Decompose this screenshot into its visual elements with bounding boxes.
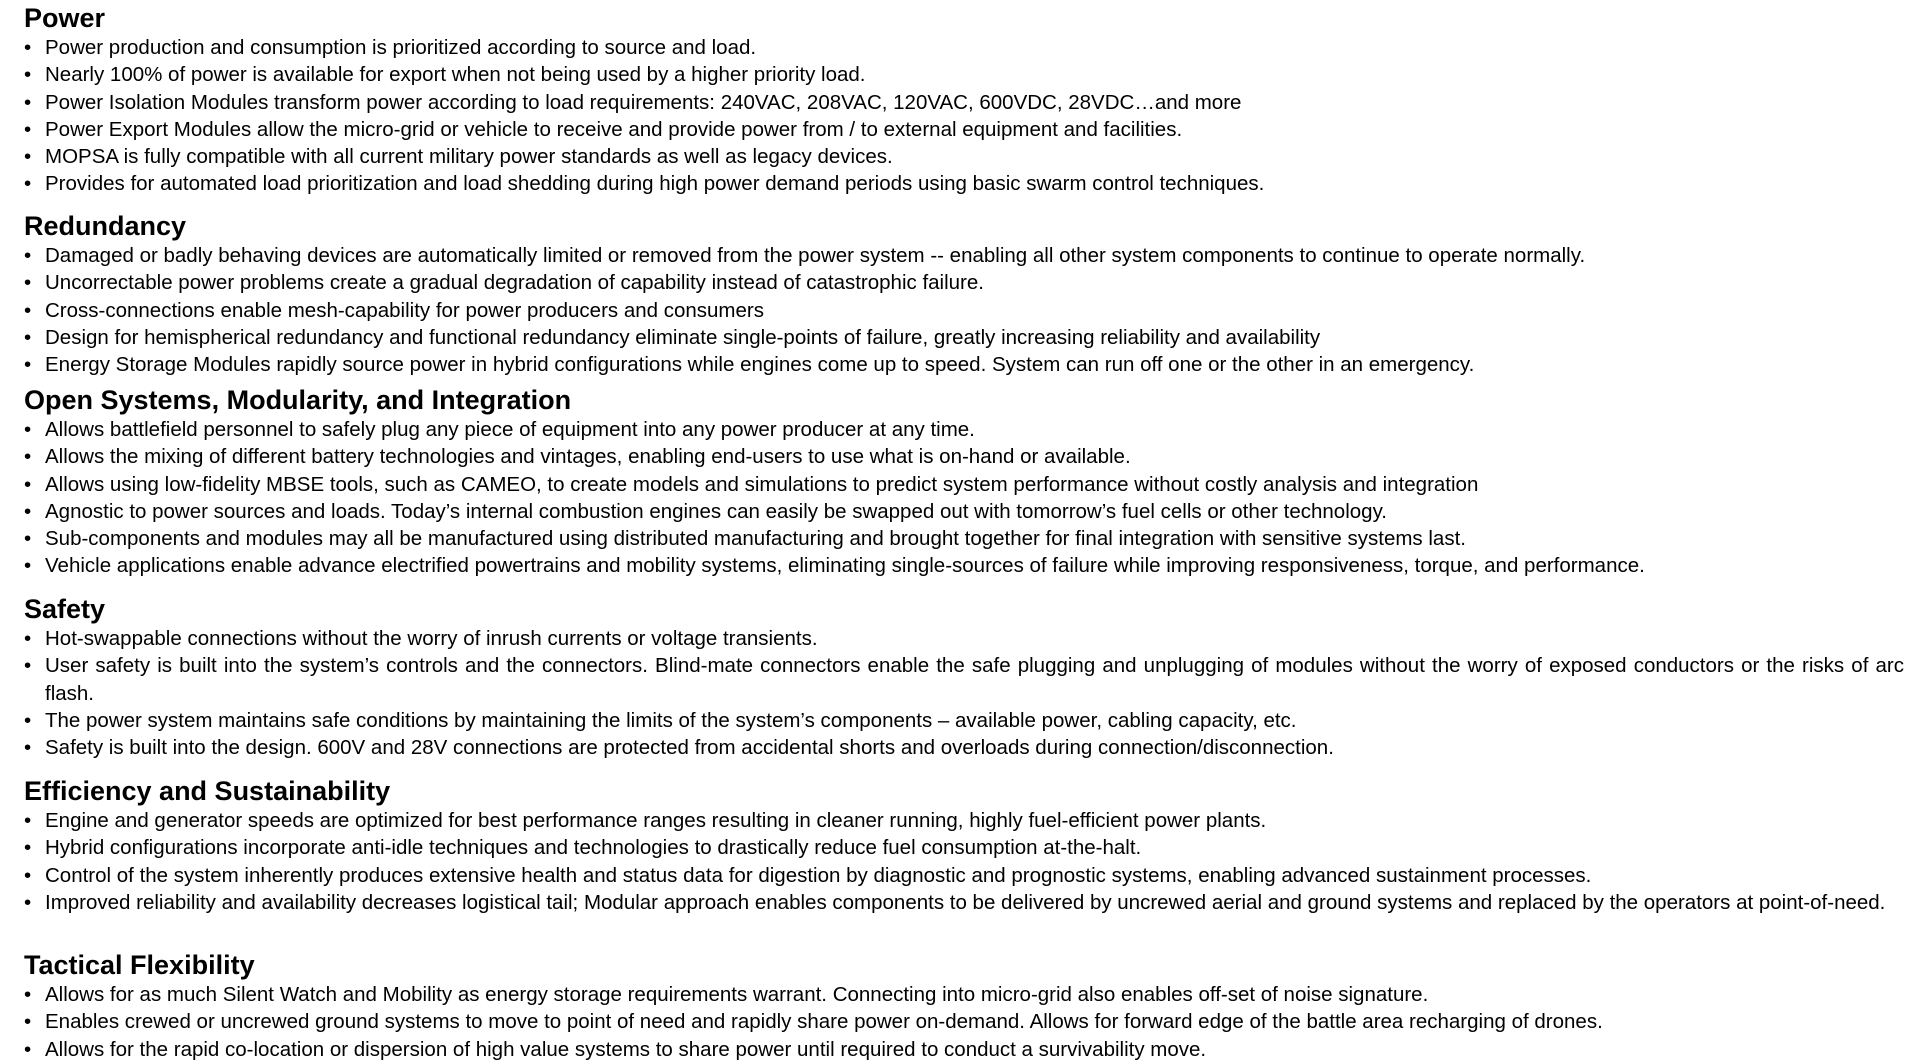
bullet-list bbox=[24, 981, 1904, 1063]
section-heading: Power bbox=[24, 3, 106, 33]
bullet-text: Engine and generator speeds are optimized for best performance ranges resulting in cleaner running, highly fuel-efficient power plants. bbox=[45, 809, 1267, 832]
bullet-text: Nearly 100% of power is available for export when not being used by a higher priority load. bbox=[45, 63, 866, 87]
bullet-marker: • bbox=[24, 325, 32, 349]
bullet-marker: • bbox=[24, 708, 32, 732]
bullet-marker: • bbox=[24, 145, 32, 169]
bullet-marker: • bbox=[24, 499, 32, 523]
bullet-marker: • bbox=[24, 627, 32, 650]
bullet-marker: • bbox=[24, 809, 32, 832]
bullet-text: Uncorrectable power problems create a gradual degradation of capability instead of catastrophic failure. bbox=[45, 271, 984, 295]
bullet-item bbox=[24, 297, 1904, 324]
bullet-marker: • bbox=[24, 736, 32, 760]
bullet-item bbox=[24, 61, 1904, 88]
bullet-list bbox=[24, 242, 1904, 378]
section-efficiency bbox=[24, 775, 1904, 916]
bullet-marker: • bbox=[24, 445, 32, 469]
bullet-text: Cross-connections enable mesh-capability for power producers and consumers bbox=[45, 298, 764, 322]
section-heading: Redundancy bbox=[24, 211, 187, 241]
bullet-marker: • bbox=[24, 836, 32, 860]
bullet-text: Hybrid configurations incorporate anti-idle techniques and technologies to drastically reduce fuel consumption at-the-halt. bbox=[45, 836, 1142, 860]
bullet-text: Hot-swappable connections without the worry of inrush currents or voltage transients. bbox=[45, 627, 818, 650]
bullet-item bbox=[24, 834, 1904, 861]
bullet-marker: • bbox=[24, 172, 32, 196]
section-heading: Open Systems, Modularity, and Integration bbox=[24, 385, 572, 415]
bullet-item bbox=[24, 889, 1904, 916]
bullet-marker: • bbox=[24, 863, 32, 887]
bullet-marker: • bbox=[24, 527, 32, 551]
bullet-text: Power Export Modules allow the micro-grid or vehicle to receive and provide power from / to external equipment and facilities. bbox=[45, 117, 1183, 141]
bullet-marker: • bbox=[24, 654, 32, 678]
bullet-text: Allows using low-fidelity MBSE tools, such as CAMEO, to create models and simulations to predict system performance without costly analysis and integration bbox=[45, 472, 1479, 496]
bullet-marker: • bbox=[24, 271, 32, 295]
bullet-item bbox=[24, 351, 1904, 378]
bullet-list bbox=[24, 625, 1904, 761]
bullet-text: Damaged or badly behaving devices are automatically limited or removed from the power system -- enabling all other system components to continue to operate normally. bbox=[45, 244, 1586, 267]
bullet-marker: • bbox=[24, 554, 32, 578]
bullet-marker: • bbox=[24, 244, 32, 267]
bullet-item bbox=[24, 552, 1904, 579]
bullet-item bbox=[24, 170, 1904, 197]
bullet-item bbox=[24, 89, 1904, 116]
bullet-marker: • bbox=[24, 983, 32, 1006]
bullet-marker: • bbox=[24, 890, 32, 914]
bullet-text: Vehicle applications enable advance electrified powertrains and mobility systems, eliminating single-sources of failure while improving responsiveness, torque, and performance. bbox=[45, 554, 1645, 578]
bullet-text: Agnostic to power sources and loads. Today’s internal combustion engines can easily be swapped out with tomorrow’s fuel cells or other technology. bbox=[45, 499, 1387, 523]
bullet-item bbox=[24, 625, 1904, 652]
bullet-item bbox=[24, 1036, 1904, 1063]
bullet-item bbox=[24, 416, 1904, 443]
bullet-item bbox=[24, 498, 1904, 525]
bullet-item bbox=[24, 525, 1904, 552]
bullet-marker: • bbox=[24, 418, 32, 441]
section-redundancy bbox=[24, 210, 1904, 378]
bullet-item bbox=[24, 807, 1904, 834]
bullet-item bbox=[24, 116, 1904, 143]
bullet-marker: • bbox=[24, 1037, 32, 1061]
section-heading: Safety bbox=[24, 594, 106, 624]
bullet-text: Control of the system inherently produces extensive health and status data for digestion by diagnostic and prognostic systems, enabling advanced sustainment processes. bbox=[45, 863, 1592, 887]
bullet-marker: • bbox=[24, 1010, 32, 1034]
bullet-item bbox=[24, 143, 1904, 170]
bullet-text: The power system maintains safe conditions by maintaining the limits of the system’s components – available power, cabling capacity, etc. bbox=[45, 708, 1297, 732]
section-safety bbox=[24, 593, 1904, 761]
bullet-marker: • bbox=[24, 36, 32, 59]
bullet-text: Enables crewed or uncrewed ground systems to move to point of need and rapidly share power on-demand. Allows for forward edge of the battle area recharging of drones. bbox=[45, 1010, 1603, 1034]
bullet-text: Power production and consumption is prioritized according to source and load. bbox=[45, 36, 757, 59]
section-tactical-flexibility bbox=[24, 949, 1904, 1063]
bullet-text: Allows for the rapid co-location or dispersion of high value systems to share power until required to conduct a survivability move. bbox=[45, 1037, 1207, 1061]
bullet-item bbox=[24, 324, 1904, 351]
bullet-text: MOPSA is fully compatible with all current military power standards as well as legacy devices. bbox=[45, 145, 893, 169]
bullet-item bbox=[24, 34, 1904, 61]
bullet-text: Safety is built into the design. 600V and 28V connections are protected from accidental shorts and overloads during connection/disconnection. bbox=[45, 736, 1334, 760]
section-heading: Efficiency and Sustainability bbox=[24, 776, 391, 806]
bullet-text: Improved reliability and availability decreases logistical tail; Modular approach enables components to be delivered by uncrewed aerial and ground systems and replaced by the operators at point-of-need. bbox=[45, 890, 1886, 914]
bullet-text: Allows for as much Silent Watch and Mobility as energy storage requirements warrant. Connecting into micro-grid also enables off-set of noise signature. bbox=[45, 983, 1429, 1006]
bullet-item bbox=[24, 242, 1904, 269]
bullet-marker: • bbox=[24, 298, 32, 322]
bullet-text: Allows the mixing of different battery technologies and vintages, enabling end-users to use what is on-hand or available. bbox=[45, 445, 1131, 469]
bullet-item bbox=[24, 471, 1904, 498]
bullet-text: Energy Storage Modules rapidly source power in hybrid configurations while engines come up to speed. System can run off one or the other in an emergency. bbox=[45, 353, 1475, 377]
bullet-marker: • bbox=[24, 90, 32, 114]
section-power bbox=[24, 2, 1904, 198]
bullet-text: Allows battlefield personnel to safely plug any piece of equipment into any power producer at any time. bbox=[45, 418, 975, 441]
bullet-item bbox=[24, 1008, 1904, 1035]
bullet-item bbox=[24, 862, 1904, 889]
bullet-marker: • bbox=[24, 117, 32, 141]
bullet-text: Provides for automated load prioritization and load shedding during high power demand periods using basic swarm control techniques. bbox=[45, 172, 1265, 196]
bullet-marker: • bbox=[24, 353, 32, 377]
bullet-text: Sub-components and modules may all be manufactured using distributed manufacturing and brought together for final integration with sensitive systems last. bbox=[45, 527, 1466, 551]
bullet-text: User safety is built into the system’s controls and the connectors. Blind-mate connectors enable the safe plugging and unplugging of modules without the worry of exposed conductors or the risks of arc flash. bbox=[45, 654, 1904, 705]
bullet-list bbox=[24, 807, 1904, 916]
section-heading: Tactical Flexibility bbox=[24, 950, 255, 980]
bullet-item bbox=[24, 981, 1904, 1008]
bullet-text: Design for hemispherical redundancy and functional redundancy eliminate single-points of failure, greatly increasing reliability and availability bbox=[45, 325, 1321, 349]
bullet-marker: • bbox=[24, 472, 32, 496]
bullet-text: Power Isolation Modules transform power according to load requirements: 240VAC, 208VAC, 120VAC, 600VDC, 28VDC…and more bbox=[45, 90, 1242, 114]
bullet-marker: • bbox=[24, 63, 32, 87]
bullet-list bbox=[24, 416, 1904, 580]
bullet-item bbox=[24, 269, 1904, 296]
section-open-systems bbox=[24, 384, 1904, 580]
bullet-item bbox=[24, 652, 1904, 707]
bullet-list bbox=[24, 34, 1904, 198]
bullet-item bbox=[24, 443, 1904, 470]
bullet-item bbox=[24, 707, 1904, 734]
bullet-item bbox=[24, 734, 1904, 761]
